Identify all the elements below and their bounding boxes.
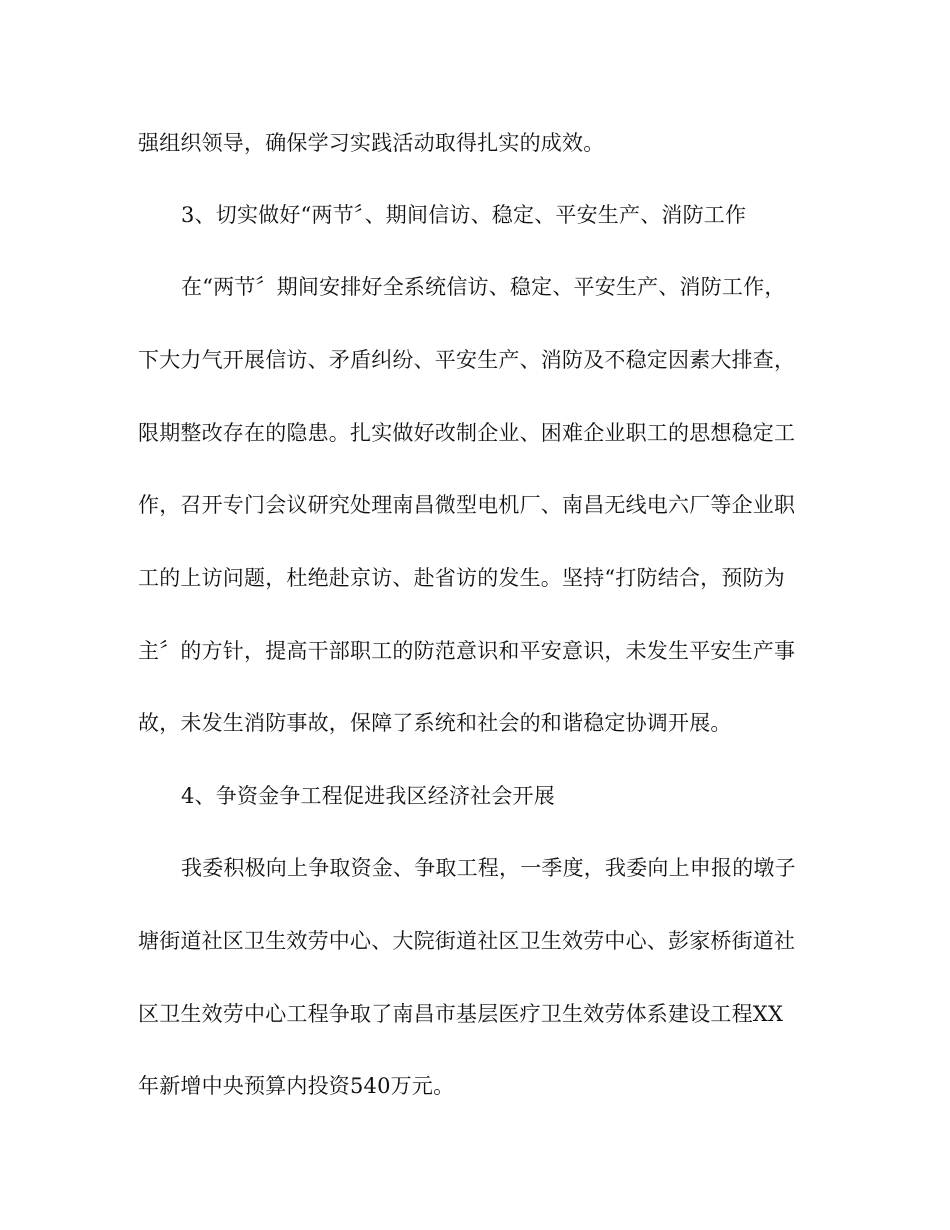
paragraph-line: 作，召开专门会议研究处理南昌微型电机厂、南昌无线电六厂等企业职 [138, 493, 796, 517]
section-heading-4: 4、争资金争工程促进我区经济社会开展 [181, 784, 555, 808]
paragraph-line: 在“两节〞期间安排好全系统信访、稳定、平安生产、消防工作， [181, 275, 786, 299]
paragraph-line: 塘街道社区卫生效劳中心、大院街道社区卫生效劳中心、彭家桥街道社 [138, 929, 796, 953]
paragraph-line: 我委积极向上争取资金、争取工程，一季度，我委向上申报的墩子 [181, 856, 796, 880]
paragraph-line: 区卫生效劳中心工程争取了南昌市基层医疗卫生效劳体系建设工程XX [138, 1002, 784, 1026]
paragraph-line: 下大力气开展信访、矛盾纠纷、平安生产、消防及不稳定因素大排查， [138, 348, 796, 372]
paragraph-line: 强组织领导，确保学习实践活动取得扎实的成效。 [138, 131, 605, 155]
paragraph-line: 主〞的方针，提高干部职工的防范意识和平安意识，未发生平安生产事 [138, 639, 796, 663]
paragraph-line: 限期整改存在的隐患。扎实做好改制企业、困难企业职工的思想稳定工 [138, 421, 796, 445]
paragraph-line: 工的上访问题，杜绝赴京访、赴省访的发生。坚持“打防结合，预防为 [138, 566, 785, 590]
paragraph-line: 年新增中央预算内投资540万元。 [138, 1074, 455, 1098]
paragraph-line: 故，未发生消防事故，保障了系统和社会的和谐稳定协调开展。 [138, 711, 732, 735]
section-heading-3: 3、切实做好“两节〞、期间信访、稳定、平安生产、消防工作 [181, 203, 747, 227]
